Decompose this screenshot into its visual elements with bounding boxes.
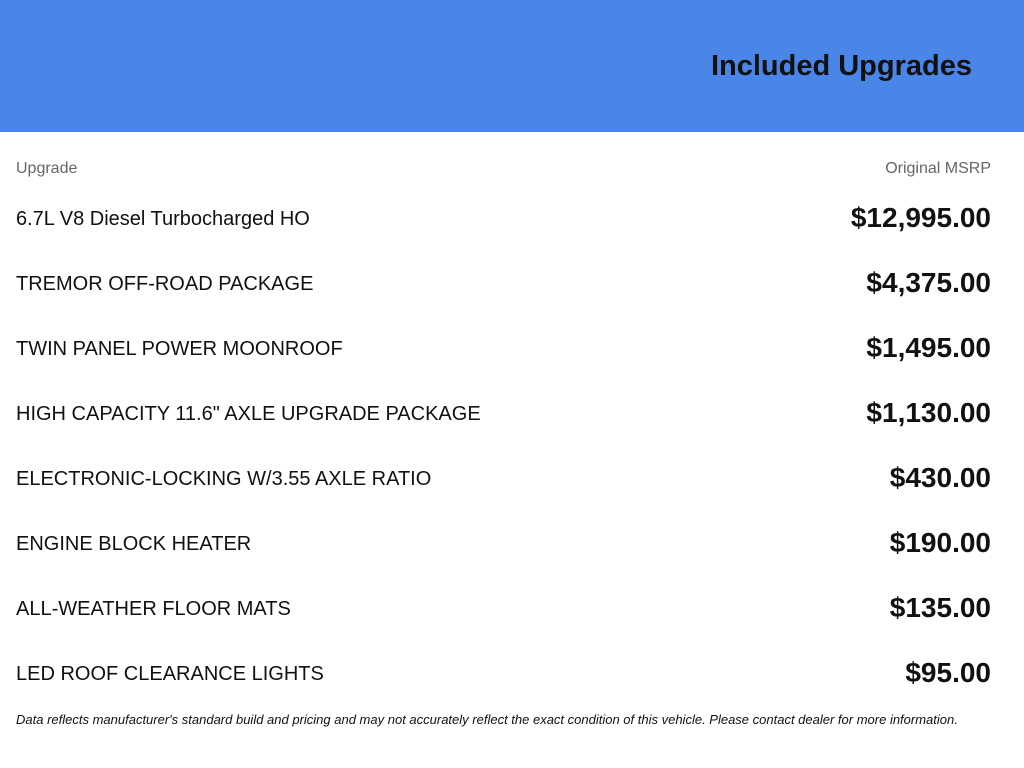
upgrade-row bbox=[16, 575, 991, 640]
upgrade-name: TREMOR OFF-ROAD PACKAGE bbox=[16, 273, 314, 295]
upgrade-price: $1,130.00 bbox=[866, 397, 991, 428]
header-banner bbox=[0, 0, 1024, 132]
upgrade-price: $4,375.00 bbox=[866, 267, 991, 298]
upgrade-price: $1,495.00 bbox=[866, 332, 991, 363]
upgrade-row bbox=[16, 640, 991, 705]
upgrade-price: $190.00 bbox=[889, 527, 991, 558]
page-title: Included Upgrades bbox=[710, 50, 972, 82]
upgrade-row bbox=[16, 185, 991, 250]
upgrade-row bbox=[16, 380, 991, 445]
upgrade-list bbox=[16, 185, 991, 705]
column-header-msrp: Original MSRP bbox=[885, 160, 991, 177]
upgrade-row bbox=[16, 315, 991, 380]
upgrade-name: ENGINE BLOCK HEATER bbox=[16, 533, 252, 555]
upgrade-row bbox=[16, 250, 991, 315]
upgrade-price: $135.00 bbox=[889, 592, 991, 623]
upgrade-name: 6.7L V8 Diesel Turbocharged HO bbox=[16, 208, 310, 230]
upgrade-name: TWIN PANEL POWER MOONROOF bbox=[16, 338, 343, 360]
column-header-upgrade: Upgrade bbox=[16, 160, 78, 177]
column-headers bbox=[16, 160, 991, 180]
upgrade-name: HIGH CAPACITY 11.6" AXLE UPGRADE PACKAGE bbox=[16, 403, 481, 425]
upgrade-name: ALL-WEATHER FLOOR MATS bbox=[16, 598, 291, 620]
upgrade-row bbox=[16, 510, 991, 575]
upgrade-price: $430.00 bbox=[889, 462, 991, 493]
upgrade-price: $12,995.00 bbox=[850, 202, 991, 233]
upgrade-name: LED ROOF CLEARANCE LIGHTS bbox=[16, 663, 324, 685]
disclaimer-text: Data reflects manufacturer's standard build and pricing and may not accurately reflect the exact condition of this vehicle. Please contact dealer for more information. bbox=[16, 712, 958, 727]
upgrade-name: ELECTRONIC-LOCKING W/3.55 AXLE RATIO bbox=[16, 468, 432, 490]
upgrade-price: $95.00 bbox=[905, 657, 991, 688]
upgrade-row bbox=[16, 445, 991, 510]
